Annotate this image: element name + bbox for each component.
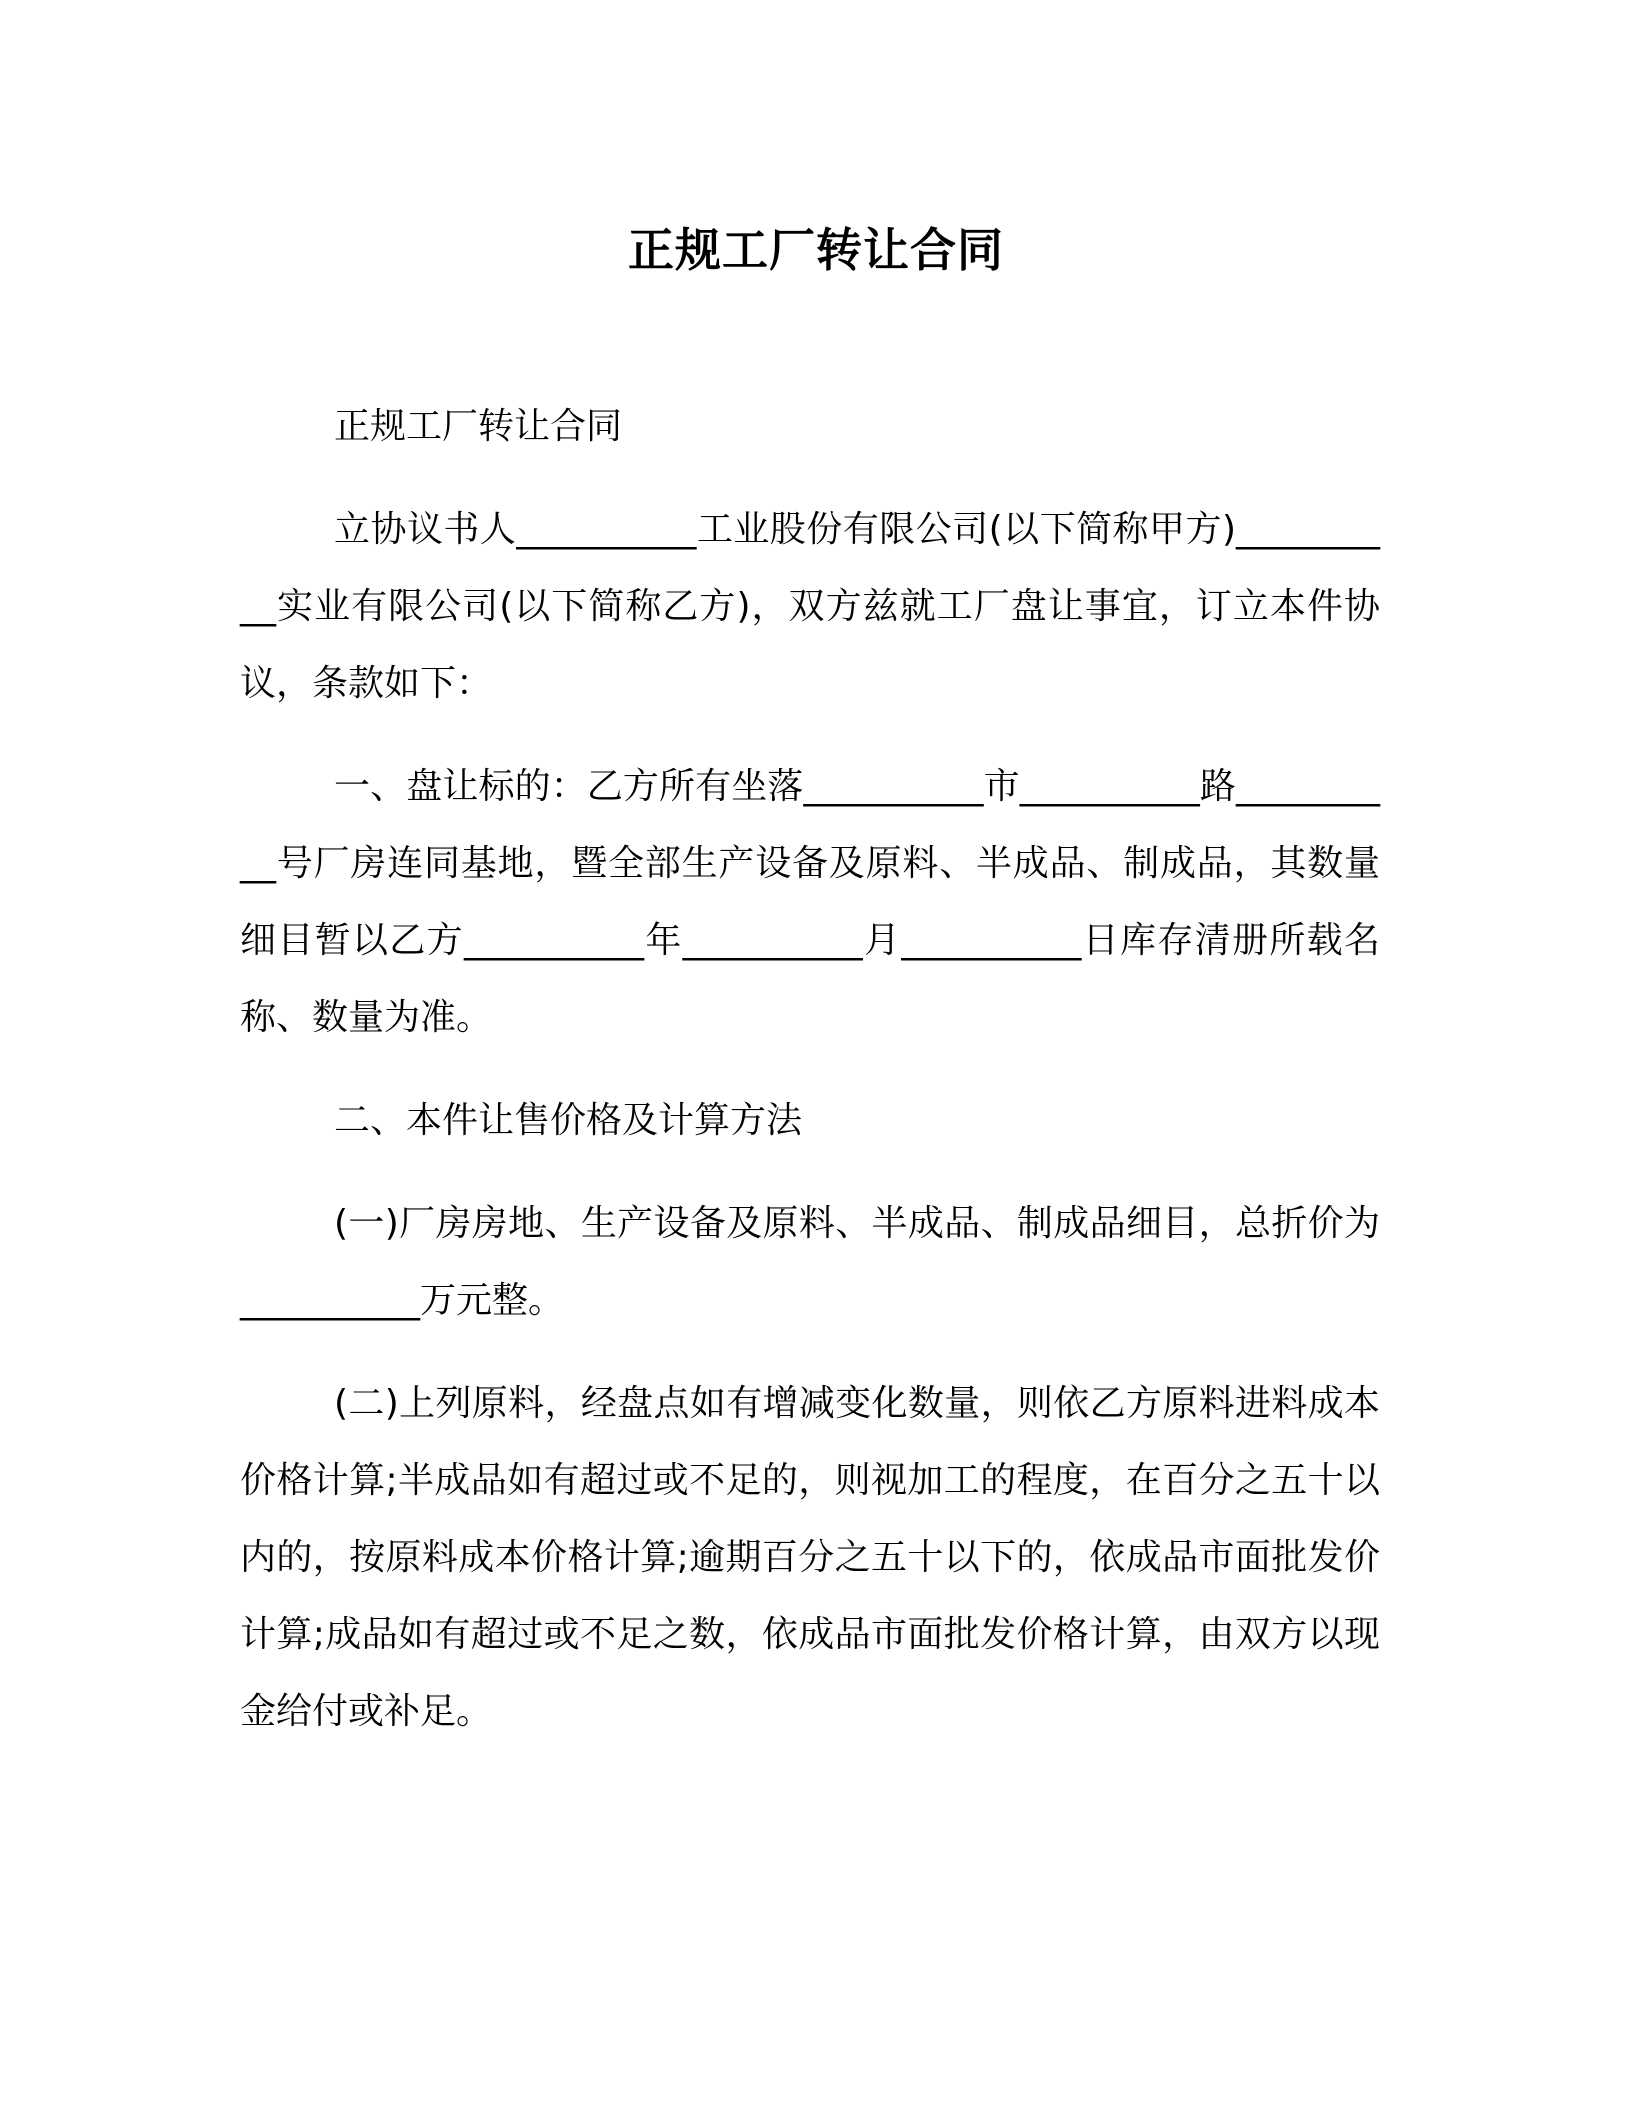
paragraph-parties: 立协议书人__________工业股份有限公司(以下简称甲方)__________实业有限公司(以下简称乙方)，双方兹就工厂盘让事宜，订立本件协议，条款如下： [240,509,1380,704]
paragraph-clause-2-heading: 二、本件让售价格及计算方法 [334,1100,803,1141]
paragraph-clause-2-1: (一)厂房房地、生产设备及原料、半成品、制成品细目，总折价为__________万元整。 [240,1203,1380,1321]
paragraph-clause-2-2: (二)上列原料，经盘点如有增减变化数量，则依乙方原料进料成本价格计算;半成品如有超过或不足的，则视加工的程度，在百分之五十以内的，按原料成本价格计算;逾期百分之五十以下的，依成品市面批发价计算;成品如有超过或不足之数，依成品市面批发价格计算，由双方以现金给付或补足。 [240,1383,1380,1732]
document-body [240,388,1380,1750]
paragraph-clause-1: 一、盘让标的：乙方所有坐落__________市__________路__________号厂房连同基地，暨全部生产设备及原料、半成品、制成品，其数量细目暂以乙方__________年__________月__________日库存清册所载名称、数量为准。 [240,766,1380,1038]
paragraph-heading: 正规工厂转让合同 [334,406,623,447]
document-title: 正规工厂转让合同 [628,223,1004,277]
